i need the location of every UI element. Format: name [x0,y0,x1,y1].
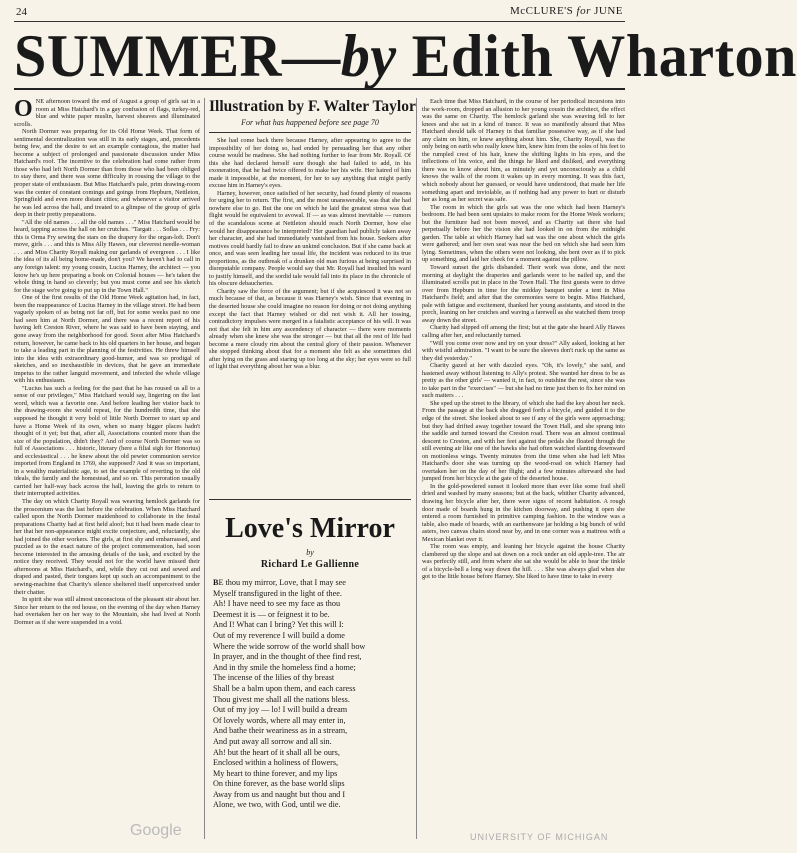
poem-line: Alone, we two, with God, until we die. [213,800,341,810]
column-1 [14,98,200,840]
poem-line: Myself transfigured in the light of thee. [213,588,342,598]
paragraph: In spirit she was still almost unconscious of the pleasant stir about her. Since her return to the red house, on the evening of the day when Harney had overtaken her on her way to the Mountain, she had lived at North Dormer as if she were suspended in a void. [14,596,200,626]
title-dash: — [282,23,341,89]
poem-line: Ah! I have need to see my face as thou [213,599,341,609]
university-watermark: UNIVERSITY OF MICHIGAN [470,832,609,842]
paragraph: "Lucius has such a feeling for the past that he has roused us all to a sense of our privileges," Miss Hatchard would say, lingering on the last word, which was a favorite one. And before leading her visitor back to the drawing-room she would repeat, for the hundredth time, that she supposed he thought it very bold of little North Dormer to start up and have a Home Week of its own, when so many bigger places hadn't thought of it yet; but that, after all, Associations counted more than the size of the population, didn't they? And of course North Dormer was so full of Associations . . . historic, literary (here a filial sigh for Honorius) and ecclesiastical . . . he knew about the old pewter communion service imported from England in 1769, she supposed? And it was so important, in a wealthy materialistic age, to set the example of reverting to the old ideals, the family and the homestead, and so on. This peroration usually carried her half-way back across the hall, leaving the girls to return to their interrupted activities. [14,384,200,498]
poem-line: And put away all sorrow and all sin. [213,736,332,746]
drop-cap: O [14,96,33,122]
illustration-credit: Illustration by F. Walter Taylor [209,98,416,115]
poem-line: Thou givest me shall all the nations bless. [213,694,350,704]
poem-line: Away from us and naught but thou and I [213,789,346,799]
column-3 [422,98,625,840]
poem-line: Where the wide sorrow of the world shall bow [213,641,366,651]
poem-top-rule [209,499,411,500]
paragraph: Toward sunset the girls disbanded. Their work was done, and the next morning at daylight the draperies and garlands were to be nailed up, and the illuminated scrolls put in place in the Town Hall. The first guests were to drive over from Hepburn in time for the midday banquet under a tent in Miss Hatchard's field; and after that the ceremonies were to begin. Miss Hatchard, pale with fatigue and excitement, thanked her young assistants, and stood in the porch, leaning on her crutches and waving a farewell as she watched them troop away down the street. [422,264,625,324]
paragraph: She sped up the street to the library, of which she had the key about her neck. From the passage at the back she dragged forth a bicycle, and guided it to the edge of the street. She looked about to see if any of the girls were approaching; but they had drifted away together toward the Town Hall, and she sprang into the saddle and turned toward the Creston road. There was an almost continual descent to Creston, and with her feet against the pedals she floated through the still evening air like one of the hawks she had often watched slanting downward on motionless wings. Twenty minutes from the time when she had left Miss Hatchard's door she was turning up the wood-road on which Harney had overtaken her on the day of her flight; and a few minutes afterward she had jumped from her bicycle at the gate of the deserted house. [422,399,625,483]
poem-line: Out of my reverence I will build a dome [213,630,345,640]
column-divider [204,98,205,839]
paragraph: The room was empty, and leaning her bicycle against the house Charity clambered up the slope and sat down on a rock under an old apple-tree. The air was perfectly still, and from where she sat she would be able to hear the tinkle of a bicycle-bell a long way down the hill. . . . She was always glad when she got to the little house before Harney. She liked to have time to take in every [422,543,625,581]
paragraph: Harney, however, once satisfied of her security, had found plenty of reasons for urging her to return. The first, and the most unanswerable, was that she had nowhere else to go. But the one on which he laid the greatest stress was that flight would be equivalent to avowal. If — as was almost inevitable — rumors of the scandalous scene at Nettleton should reach North Dormer, how else would her disappearance be interpreted? Her guardian had publicly taken away her character, and she had immediately vanished from his house. Seekers after motives could hardly fail to draw an unkind conclusion. But if she came back at once, and was seen leading her usual life, the incident was reduced to its true proportions, as the outbreak of a drunken old man furious at being surprised in disreputable company. People would say that Mr. Royall had insulted his ward to justify himself, and the sordid tale would fall into its place in the chronicle of his obscure debaucheries. [209,189,411,288]
title-by: by [340,23,397,89]
poem-body [209,578,411,811]
paragraph: ONE afternoon toward the end of August a group of girls sat in a room at Miss Hatchard's in a gay confusion of flags, turkey-red, blue and white paper muslin, harvest sheaves and illuminated scrolls. [14,96,200,128]
paragraph: "All the old names . . . all the old names . . ." Miss Hatchard would be heard, tapping across the hall on her crutches. "Targatt . . . Sollas . . . Fry: this is Orma Fry sewing the stars on the drapery for the organ-loft. Don't move, girls . . . and this is Miss Ally Hawes, our cleverest needle-woman . . . and Miss Charity Royall making our garlands of evergreen . . . I like the idea of its all being home-made, don't you? We haven't had to call in any foreign talent: my young cousin, Lucius Harney, the architect — you know he's up here preparing a book on Colonial houses — he's taken the whole thing in hand so cleverly; but you must come and see his sketch for the stage we're going to put up in the Town Hall." [14,218,200,294]
paragraph: The day on which Charity Royall was weaving hemlock garlands for the proscenium was the last before the celebration. When Miss Hatchard called upon the North Dormer maidenhood to collaborate in the festal preparations Charity had at first held aloof; but it had been made clear to her that her non-appearance might excite conjecture, and, reluctantly, she had joined the other workers. The girls, at first shy and embarrassed, and puzzled as to the exact nature of the project commemoration, had soon become interested in the amusing details of the task, and excited by the notice they received. They would not for the world have missed their afternoons at Miss Hatchard's, and, while they cut out and sewed and draped and pasted, their tongues kept up such an accompaniment to the sewing-machine that Charity's silence sheltered itself unperceived under their chatter. [14,497,200,596]
paragraph: One of the first results of the Old Home Week agitation had, in fact, been the reappearance of Lucius Harney in the village street. He had been vaguely spoken of as being not far off, but for some weeks past no one had seen him at North Dormer, and there was a recent report of his having left Creston River, where he was said to have been staying, and gone away from the neighborhood for good. Soon after Miss Hatchard's return, however, he came back to his old quarters in her house, and began to take a leading part in the planning of the festivities. He threw himself into the idea with extraordinary good-humor, and was so prodigal of sketches, and so inexhaustible in devices, that he gave an immediate impetus to the rather languid movement, and infected the whole village with his enthusiasm. [14,294,200,385]
poem-line: Shall be a balm upon them, and each caress [213,683,356,693]
poem-line: Of lovely words, where all may enter in, [213,715,346,725]
poem-line: Ah! but the heart of it shall all be ours, [213,747,340,757]
poem-line: And I! What can I bring? Yet this will I: [213,620,344,630]
poem-line: My heart to thine forever, and my lips [213,768,338,778]
divider [209,132,411,133]
poem-line: BE thou my mirror, Love, that I may see [213,578,346,587]
google-watermark: Google [130,822,182,839]
column-divider [416,98,417,839]
poem-line: Out of my joy — lo! I will build a dream [213,705,348,715]
poem-box [209,495,411,840]
title-rule [14,88,625,90]
recap-note: For what has happened before see page 70 [241,118,379,127]
paragraph: "Will you come over now and try on your dress?" Ally asked, looking at her with wistful admiration. "I want to be sure the sleeves don't ruck up the same as they did yesterday." [422,339,625,362]
poem-line: Deemest it is — or feignest it to be. [213,609,330,619]
paragraph: Charity saw the force of the argument; but if she acquiesced it was not so much because of that, as because it was Harney's wish. Since that evening in the deserted house she could imagine no reason for doing or not doing anything except the fact that Harney wished or did not wish it. All her tossing, contradictory impulses were merged in a fatalistic acceptance of his will. It was not that she felt in him any ascendency of character — there were moments already when she knew she was the stronger — but that all the rest of life had become a mere cloudy rim about the central glory of their passion. Whenever she stopped thinking about that for a moment she felt as she sometimes did after lying on the grass and staring up too long at the sky; her eyes were so full of light that everything about her was a blur. [209,287,411,371]
issue-month: JUNE [594,5,623,17]
paragraph: North Dormer was preparing for its Old Home Week. That form of sentimental decentralization was still in its early stages, and, precedents being few, and the desire to set an example contagious, the matter had become a subject of prolonged and passionate discussion under Miss Hatchard's roof. The incentive to the celebration had come rather from those who had left North Dormer than from those who had been obliged to stay there, and there was some difficulty in rousing the village to the proper state of enthusiasm. But Miss Hatchard's pale, prim drawing-room was the center of constant comings and goings from Hepburn, Nettleton, Springfield and even more distant cities; and whenever a visitor arrived he was led across the hall, and treated to a glimpse of the group of girls deep in their pretty preparations. [14,128,200,219]
paragraph: She had come back there because Harney, after appearing to agree to the impossibility of her doing so, had ended by persuading her that any other course would be madness. She had nothing further to fear from Mr. Royall. Of this she had declared herself sure though she had failed to add, in his exoneration, that he had twice offered to make her his wife. Her hatred of him made it impossible, at the moment, for her to say anything that might partly excuse him in Harney's eyes. [209,137,411,190]
poem-line: Enclosed within a holiness of flowers, [213,758,339,768]
title-author: Edith Wharton [411,23,797,89]
poem-title: Love's Mirror [225,513,395,544]
poem-author: Richard Le Gallienne [260,559,360,570]
paragraph: Each time that Miss Hatchard, in the course of her periodical incursions into the work-room, dropped an allusion to her young cousin the architect, the effect was the same on Charity. The hemlock garland she was weaving fell to her knees and she sat in a kind of trance. It was so manifestly absurd that Miss Hatchard should talk of Harney in that familiar possessive way, as if she had any claim on him, or knew anything about him. She, Charity Royall, was the only being on earth who really knew him, knew him from the soles of his feet to the rumpled crest of his hair, knew the shifting lights in his eyes, and the inflections of his voice, and the things he liked and disliked, and everything there was to know about him, as minutely and yet unconsciously as a child knows the walls of the room it wakes up in every morning. It was this fact, which nobody about her guessed, or would have understood, that made her life something apart and inviolable, as if nothing had any power to hurt or disturb her as long as her secret was safe. [422,98,625,204]
poem-line: And bathe their weariness as in a stream, [213,726,348,736]
title-main: SUMMER [14,23,283,89]
poem-by: by [306,548,314,557]
running-head-for: for [576,5,591,17]
magazine-name: McCLURE'S [509,5,574,17]
poem-line: On thine forever, as the base world slips [213,779,345,789]
poem-line: And in thy smile the homeless find a home; [213,662,356,672]
running-head [510,5,623,17]
poem-line: The incense of the lilies of thy breast [213,673,335,683]
article-title [14,20,797,92]
paragraph: The room in which the girls sat was the one which had been Harney's bedroom. He had been sent upstairs to make room for the Home Week workers; but the furniture had not been moved, and as Charity sat there she had perpetually before her the vision she had looked in on from the midnight garden. The table at which Harney had sat was the one about which the girls were gathered; and her own seat was near the bed on which she had seen him lying. Sometimes, when the others were not looking, she bent over as if to pick up something, and laid her cheek for a moment against the pillow. [422,203,625,264]
paragraph: Charity gazed at her with dazzled eyes. "Oh, it's lovely," she said, and hastened away without listening to Ally's protest. She wanted her dress to be as pretty as the other girls' — wanted it, in fact, to outshine the rest, since she was to take part in the "exercises" — but she had no time just then to fix her mind on such matters . . . [422,362,625,400]
paragraph: In the gold-powdered sunset it looked more than ever like some frail shell dried and washed by many seasons; but at the back, whither Charity advanced, drawing her bicycle after her, there were signs of recent habitation. A rough door made of boards hung in the kitchen doorway, and pushing it open she entered a room furnished in primitive camping fashion. In the window was a table, also made of boards, with an earthenware jar holding a big bunch of wild asters, two canvas chairs stood near by, and in one corner was a mattress with a Mexican blanket over it. [422,482,625,543]
poem-line: In prayer, and in the thought of thee find rest, [213,652,362,662]
paragraph: Charity had slipped off among the first; but at the gate she heard Ally Hawes calling after her, and reluctantly turned. [422,324,625,339]
page-number: 24 [16,6,27,18]
